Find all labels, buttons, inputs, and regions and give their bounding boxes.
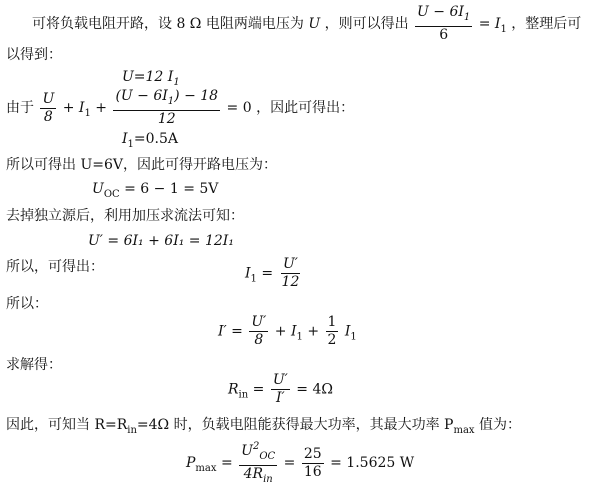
text: 所以，可得出：: [6, 259, 104, 275]
numerator: U′: [272, 372, 288, 388]
denominator: I′: [275, 390, 285, 406]
operator: =: [220, 455, 233, 471]
var: I: [245, 265, 251, 282]
line-5: [122, 130, 178, 154]
denominator: 8: [43, 108, 53, 125]
sub: 1: [296, 331, 303, 343]
line-9: [88, 232, 234, 250]
numerator: 25: [303, 445, 322, 462]
sub: 1: [127, 139, 134, 150]
line-14: [228, 372, 333, 407]
line-6: [6, 156, 277, 174]
text: = 0 ，因此可得出：: [226, 100, 355, 116]
equation: = 4Ω: [296, 381, 333, 398]
line-8: [6, 207, 244, 225]
text: 所以：: [6, 296, 48, 312]
fraction: [271, 372, 290, 407]
operator: +: [95, 100, 107, 116]
var: I: [122, 131, 128, 147]
var: P: [186, 455, 196, 471]
line-13: [6, 356, 62, 374]
operator: =: [261, 265, 274, 282]
line-10: [6, 258, 104, 276]
line-11: [6, 295, 48, 313]
equation: + I: [62, 100, 85, 116]
numerator: (U − 6I: [115, 88, 168, 104]
sup: 2: [252, 441, 260, 452]
sub: 1: [250, 273, 257, 285]
equation: = 6 − 1 = 5V: [124, 181, 219, 197]
denominator: 12: [157, 111, 176, 127]
denominator: 8: [254, 332, 264, 348]
line-15: [6, 416, 521, 440]
sub: 1: [350, 331, 357, 343]
var: U: [92, 181, 104, 197]
text: 所以可得出 U=6V，因此可得开路电压为：: [6, 157, 277, 173]
fraction: [40, 91, 56, 126]
text: =4Ω 时，负载电阻能获得最大功率，其最大功率 P: [136, 417, 454, 433]
equation: + I: [274, 323, 297, 340]
equation: = 1.5625 W: [330, 455, 415, 471]
denominator: 12: [281, 274, 300, 290]
equation: I′ =: [218, 323, 243, 340]
text: 求解得：: [6, 357, 62, 373]
fraction: [302, 446, 324, 481]
denominator: 4R: [243, 466, 264, 482]
text: 可将负载电阻开路，设 8 Ω 电阻两端电压为: [32, 16, 304, 32]
text: 因此，可知当 R=R: [6, 417, 128, 433]
denominator: 2: [327, 332, 337, 348]
sub: max: [195, 463, 217, 474]
text: 值为：: [479, 417, 522, 433]
fraction: [113, 88, 220, 128]
line-4: [6, 88, 354, 128]
numerator: U: [241, 443, 253, 459]
fraction: [280, 256, 302, 291]
text: ，整理后可: [511, 16, 582, 32]
text: 去掉独立源后，利用加压求流法可知：: [6, 208, 244, 224]
denominator: 6: [439, 27, 449, 43]
sub: in: [127, 425, 137, 436]
operator: +: [307, 323, 320, 340]
line-10-equation: [245, 256, 303, 291]
fraction: [239, 438, 277, 488]
numerator: U′: [282, 256, 298, 272]
fraction: [326, 314, 339, 349]
line-7: [92, 180, 218, 204]
sub: OC: [103, 189, 120, 200]
sub: 1: [167, 96, 175, 107]
numerator: 1: [327, 314, 337, 330]
sub: max: [453, 425, 475, 436]
sub: in: [263, 474, 273, 485]
sub: 1: [500, 24, 507, 35]
text: 由于: [6, 100, 34, 116]
fraction: [415, 4, 472, 44]
equation: = I: [478, 16, 501, 32]
text: 以得到：: [6, 47, 62, 63]
fraction: [249, 314, 268, 349]
var: U: [308, 16, 321, 32]
numerator: U′: [251, 314, 267, 330]
line-16: [186, 438, 414, 488]
sub: in: [238, 389, 249, 401]
text: =0.5A: [133, 131, 179, 147]
text: ，则可以得出: [324, 16, 409, 32]
numerator: U − 6I: [417, 4, 464, 20]
line-1: [32, 4, 581, 44]
equation: U=12 I: [122, 69, 174, 85]
sub: 1: [173, 77, 180, 88]
equation: U′ = 6I₁ + 6I₁ = 12I₁: [88, 233, 234, 249]
numerator-tail: ) − 18: [174, 88, 219, 104]
denominator: 16: [303, 463, 322, 480]
sub: 1: [84, 108, 91, 119]
operator: =: [252, 381, 265, 398]
line-12: [218, 314, 357, 349]
var: R: [228, 381, 239, 398]
operator: =: [283, 455, 296, 471]
sub: 1: [463, 12, 471, 23]
line-2: [6, 46, 62, 64]
numerator: U: [42, 90, 55, 107]
var: I: [344, 323, 351, 340]
sub: OC: [259, 451, 276, 462]
